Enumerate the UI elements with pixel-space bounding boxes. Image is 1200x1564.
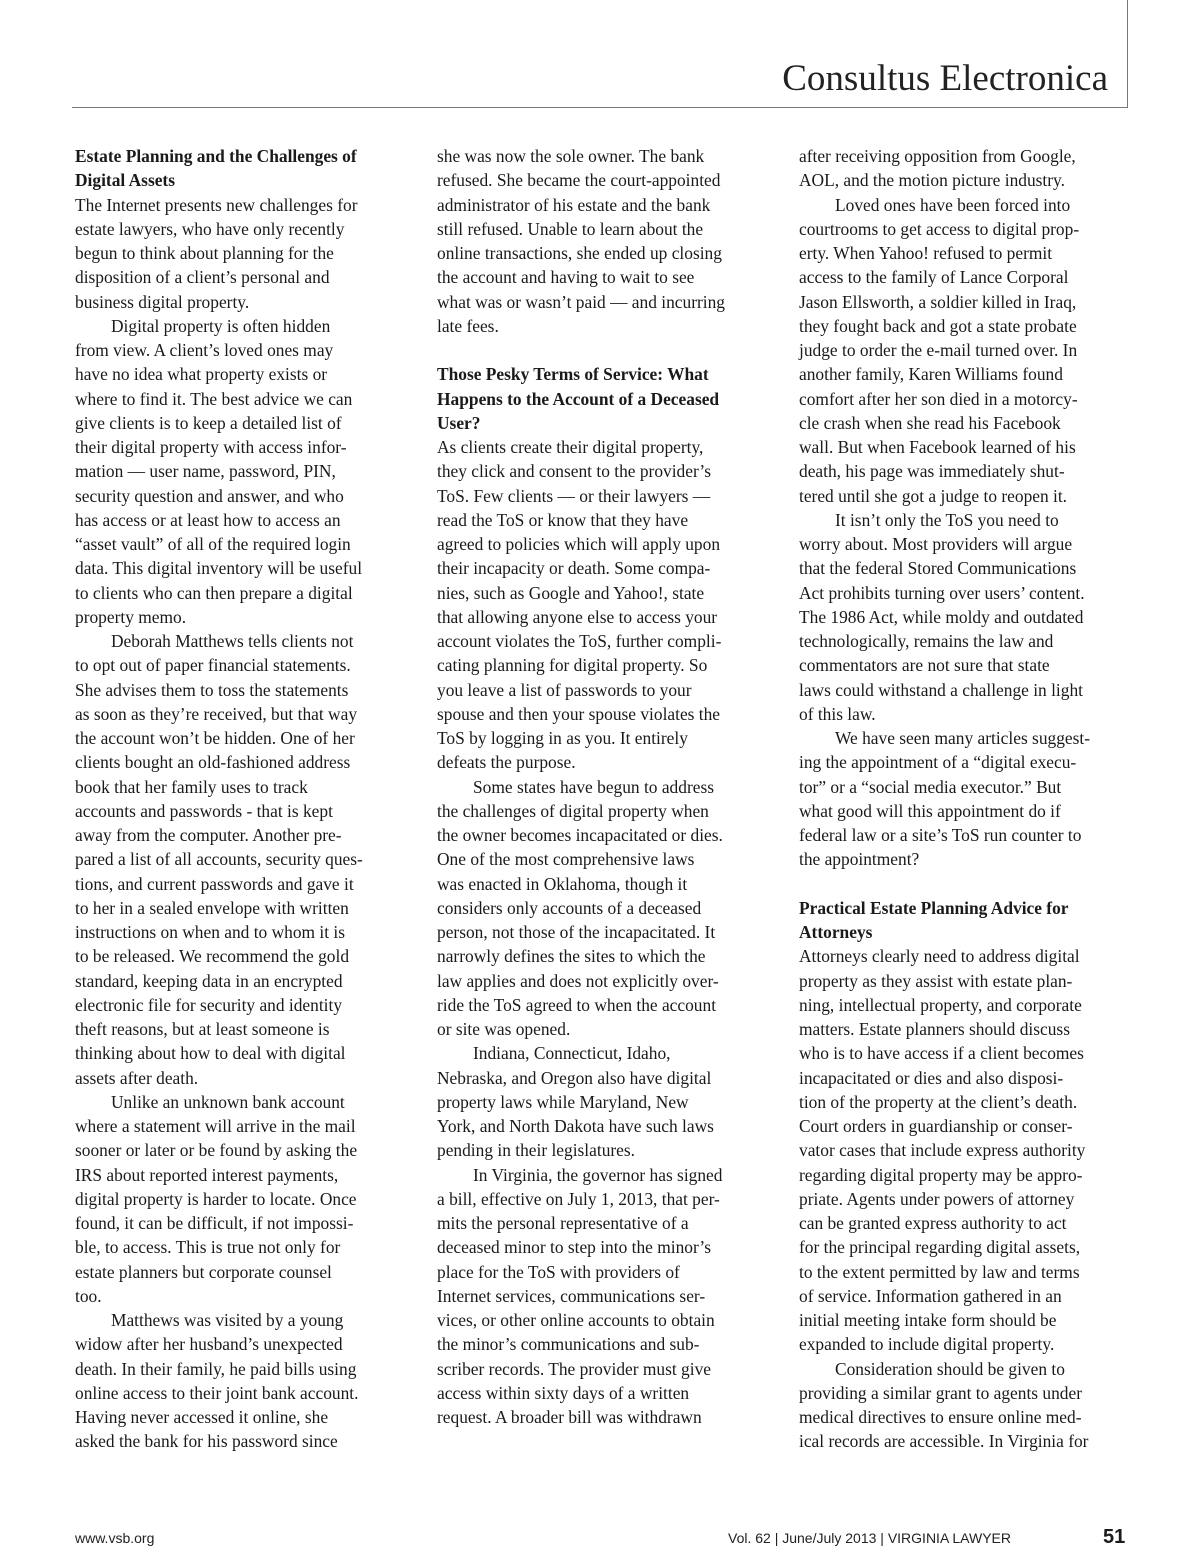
paragraph — [75, 314, 409, 629]
text-line: Some states have begun to address — [473, 776, 714, 797]
text-line: mation — user name, password, PIN, — [75, 461, 336, 482]
text-line: Attorneys clearly need to address digital — [799, 946, 1080, 967]
text-line: sooner or later or be found by asking the — [75, 1140, 358, 1161]
text-line: Loved ones have been forced into — [835, 194, 1071, 215]
text-line: late fees. — [437, 315, 499, 336]
text-line: still refused. Unable to learn about the — [437, 218, 704, 239]
text-line: tion of the property at the client’s death. — [799, 1091, 1078, 1112]
text-line: cle crash when she read his Facebook — [799, 412, 1061, 433]
header-vertical-rule — [1127, 0, 1128, 108]
text-line: asked the bank for his password since — [75, 1431, 338, 1452]
footer-issue-info: Vol. 62 | June/July 2013 | VIRGINIA LAWYER — [728, 1530, 1012, 1546]
text-line: One of the most comprehensive laws — [437, 849, 695, 870]
text-line: they click and consent to the provider’s — [437, 461, 711, 482]
text-line: wall. But when Facebook learned of his — [799, 437, 1076, 457]
text-line: business digital property. — [75, 291, 250, 312]
text-line: erty. When Yahoo! refused to permit — [799, 243, 1053, 263]
text-line: account violates the ToS, further compli- — [437, 631, 722, 651]
text-line: Nebraska, and Oregon also have digital — [437, 1067, 712, 1088]
paragraph — [437, 1163, 771, 1430]
text-line: ical records are accessible. In Virginia for — [799, 1431, 1089, 1452]
text-line: pared a list of all accounts, security ques- — [75, 849, 363, 870]
text-line: initial meeting intake form should be — [799, 1310, 1057, 1330]
text-line: courtrooms to get access to digital prop- — [799, 218, 1080, 239]
text-line: standard, keeping data in an encrypted — [75, 970, 343, 991]
paragraph — [799, 193, 1133, 508]
text-line: Having never accessed it online, she — [75, 1407, 329, 1427]
text-line: IRS about reported interest payments, — [75, 1164, 339, 1185]
text-line: regarding digital property may be appro- — [799, 1164, 1083, 1185]
text-line: Internet services, communications ser- — [437, 1285, 706, 1306]
paragraph — [437, 435, 771, 775]
section-title: Consultus Electronica — [782, 58, 1108, 99]
text-line: agreed to policies which will apply upon — [437, 534, 721, 554]
paragraph — [75, 629, 409, 1090]
text-line: Indiana, Connecticut, Idaho, — [473, 1043, 671, 1064]
heading-line: User? — [437, 412, 481, 433]
text-line: She advises them to toss the statements — [75, 679, 349, 700]
paragraph — [799, 144, 1133, 193]
text-line: place for the ToS with providers of — [437, 1261, 680, 1282]
text-line: begun to think about planning for the — [75, 243, 334, 263]
heading-line: Attorneys — [799, 922, 873, 942]
text-line: The 1986 Act, while moldy and outdated — [799, 606, 1084, 627]
section-heading — [799, 896, 1133, 945]
text-line: law applies and does not explicitly over- — [437, 970, 719, 991]
text-line: York, and North Dakota have such laws — [437, 1116, 714, 1136]
text-line: too. — [75, 1285, 102, 1306]
text-line: she was now the sole owner. The bank — [437, 146, 705, 166]
footer-website[interactable]: www.vsb.org — [75, 1530, 155, 1546]
text-line: It isn’t only the ToS you need to — [835, 509, 1059, 530]
text-line: of service. Information gathered in an — [799, 1285, 1062, 1306]
text-line: estate lawyers, who have only recently — [75, 218, 345, 239]
text-line: scriber records. The provider must give — [437, 1358, 711, 1379]
text-line: property memo. — [75, 606, 187, 627]
paragraph — [437, 144, 771, 338]
text-line: widow after her husband’s unexpected — [75, 1334, 343, 1355]
text-line: defeats the purpose. — [437, 752, 576, 773]
text-line: Unlike an unknown bank account — [111, 1091, 345, 1112]
text-line: death, his page was immediately shut- — [799, 461, 1065, 482]
text-line: Consideration should be given to — [835, 1358, 1065, 1379]
text-line: “asset vault” of all of the required login — [75, 534, 351, 554]
text-line: ToS. Few clients — or their lawyers — — [437, 485, 711, 506]
text-line: you leave a list of passwords to your — [437, 679, 692, 700]
text-line: to the extent permitted by law and terms — [799, 1261, 1080, 1282]
text-line: Act prohibits turning over users’ content. — [799, 582, 1085, 603]
text-line: federal law or a site’s ToS run counter to — [799, 825, 1082, 845]
text-line: read the ToS or know that they have — [437, 509, 689, 530]
text-line: where to find it. The best advice we can — [75, 388, 353, 409]
text-line: tions, and current passwords and gave it — [75, 873, 354, 894]
text-line: electronic file for security and identity — [75, 994, 343, 1015]
paragraph — [799, 508, 1133, 726]
text-line: book that her family uses to track — [75, 776, 308, 797]
section-heading — [75, 144, 409, 193]
paragraph — [437, 775, 771, 1042]
text-line: worry about. Most providers will argue — [799, 534, 1073, 554]
text-line: spouse and then your spouse violates the — [437, 703, 721, 724]
paragraph — [799, 944, 1133, 1356]
text-line: found, it can be difficult, if not impossi- — [75, 1213, 354, 1233]
text-line: where a statement will arrive in the mail — [75, 1116, 356, 1136]
text-line: vices, or other online accounts to obtain — [437, 1310, 715, 1330]
text-line: as soon as they’re received, but that way — [75, 703, 358, 724]
text-line: person, not those of the incapacitated. It — [437, 922, 716, 942]
heading-line: Those Pesky Terms of Service: What — [437, 364, 709, 385]
text-line: As clients create their digital property, — [437, 437, 704, 457]
text-line: their digital property with access infor- — [75, 437, 347, 457]
text-line: vator cases that include express authority — [799, 1140, 1086, 1161]
text-line: they fought back and got a state probate — [799, 315, 1077, 336]
text-line: ning, intellectual property, and corporate — [799, 994, 1082, 1015]
text-line: the challenges of digital property when — [437, 800, 709, 821]
text-line: tor” or a “social media executor.” But — [799, 776, 1062, 797]
text-line: to clients who can then prepare a digital — [75, 582, 353, 603]
column-2 — [437, 144, 771, 1429]
text-line: In Virginia, the governor has signed — [473, 1164, 723, 1185]
text-line: the account and having to wait to see — [437, 267, 695, 288]
text-line: mits the personal representative of a — [437, 1213, 689, 1233]
text-line: security question and answer, and who — [75, 485, 344, 506]
text-line: death. In their family, he paid bills using — [75, 1358, 357, 1379]
text-line: online transactions, she ended up closing — [437, 243, 722, 263]
text-line: a bill, effective on July 1, 2013, that per- — [437, 1188, 720, 1209]
text-line: cating planning for digital property. So — [437, 655, 708, 676]
text-line: Digital property is often hidden — [111, 315, 331, 336]
heading-line: Digital Assets — [75, 170, 175, 191]
text-line: commentators are not sure that state — [799, 655, 1050, 676]
text-line: what good will this appointment do if — [799, 800, 1061, 821]
text-line: The Internet presents new challenges for — [75, 194, 358, 215]
section-heading — [437, 362, 771, 435]
text-line: the account won’t be hidden. One of her — [75, 728, 355, 748]
text-line: tered until she got a judge to reopen it. — [799, 485, 1068, 506]
text-line: who is to have access if a client becomes — [799, 1043, 1084, 1064]
text-line: access within sixty days of a written — [437, 1382, 690, 1403]
paragraph — [437, 1041, 771, 1162]
text-line: from view. A client’s loved ones may — [75, 340, 334, 360]
text-line: judge to order the e-mail turned over. In — [799, 340, 1078, 360]
text-line: give clients is to keep a detailed list of — [75, 412, 342, 433]
text-line: the owner becomes incapacitated or dies. — [437, 825, 723, 845]
text-line: Deborah Matthews tells clients not — [111, 631, 354, 651]
text-line: ToS by logging in as you. It entirely — [437, 728, 688, 748]
page-number: 51 — [1103, 1526, 1126, 1548]
text-line: medical directives to ensure online med- — [799, 1407, 1082, 1427]
text-line: disposition of a client’s personal and — [75, 267, 330, 288]
text-line: refused. She became the court-appointed — [437, 170, 721, 191]
text-line: has access or at least how to access an — [75, 509, 341, 530]
text-line: have no idea what property exists or — [75, 364, 328, 385]
text-line: to opt out of paper financial statements. — [75, 655, 351, 676]
text-line: data. This digital inventory will be useful — [75, 558, 363, 579]
text-line: technologically, remains the law and — [799, 631, 1054, 651]
text-line: comfort after her son died in a motorcy- — [799, 388, 1078, 409]
text-line: can be granted express authority to act — [799, 1213, 1067, 1233]
text-line: for the principal regarding digital assets, — [799, 1237, 1081, 1258]
text-line: assets after death. — [75, 1067, 199, 1088]
text-line: the minor’s communications and sub- — [437, 1334, 700, 1355]
heading-line: Estate Planning and the Challenges of — [75, 146, 357, 166]
column-1 — [75, 144, 409, 1454]
spacer — [437, 338, 771, 362]
text-line: providing a similar grant to agents under — [799, 1382, 1083, 1403]
text-line: to her in a sealed envelope with written — [75, 897, 349, 918]
text-line: ride the ToS agreed to when the account — [437, 994, 717, 1015]
text-line: online access to their joint bank account. — [75, 1382, 359, 1403]
text-line: We have seen many articles suggest- — [835, 728, 1091, 748]
paragraph — [75, 1090, 409, 1308]
text-line: the appointment? — [799, 849, 920, 870]
text-line: Court orders in guardianship or conser- — [799, 1116, 1073, 1136]
text-line: deceased minor to step into the minor’s — [437, 1237, 712, 1258]
text-line: Jason Ellsworth, a soldier killed in Iraq, — [799, 291, 1077, 312]
paragraph — [75, 193, 409, 314]
text-line: away from the computer. Another pre- — [75, 825, 342, 845]
text-line: considers only accounts of a deceased — [437, 897, 702, 918]
paragraph — [799, 726, 1133, 872]
text-line: of this law. — [799, 703, 876, 724]
text-line: narrowly defines the sites to which the — [437, 946, 706, 967]
text-line: that allowing anyone else to access your — [437, 606, 718, 627]
text-line: property laws while Maryland, New — [437, 1091, 689, 1112]
text-line: ble, to access. This is true not only for — [75, 1237, 341, 1258]
text-line: another family, Karen Williams found — [799, 364, 1063, 385]
text-line: administrator of his estate and the bank — [437, 194, 711, 215]
text-line: or site was opened. — [437, 1019, 571, 1039]
text-line: that the federal Stored Communications — [799, 558, 1077, 579]
text-line: to be released. We recommend the gold — [75, 946, 350, 967]
text-line: property as they assist with estate plan- — [799, 970, 1073, 991]
paragraph — [799, 1357, 1133, 1454]
text-line: laws could withstand a challenge in light — [799, 679, 1083, 700]
text-line: pending in their legislatures. — [437, 1140, 636, 1161]
text-line: their incapacity or death. Some compa- — [437, 558, 711, 579]
text-line: AOL, and the motion picture industry. — [799, 170, 1065, 191]
text-line: priate. Agents under powers of attorney — [799, 1188, 1075, 1209]
text-line: accounts and passwords - that is kept — [75, 800, 333, 821]
text-line: theft reasons, but at least someone is — [75, 1019, 330, 1039]
text-line: incapacitated or dies and also disposi- — [799, 1067, 1064, 1088]
text-line: what was or wasn’t paid — and incurring — [437, 291, 726, 312]
text-line: thinking about how to deal with digital — [75, 1043, 346, 1064]
text-line: digital property is harder to locate. Once — [75, 1188, 357, 1209]
heading-line: Happens to the Account of a Deceased — [437, 388, 720, 409]
text-line: after receiving opposition from Google, — [799, 146, 1076, 166]
text-line: nies, such as Google and Yahoo!, state — [437, 582, 705, 603]
text-line: clients bought an old-fashioned address — [75, 752, 351, 773]
column-3 — [799, 144, 1133, 1454]
text-line: estate planners but corporate counsel — [75, 1261, 332, 1282]
spacer — [799, 872, 1133, 896]
text-line: matters. Estate planners should discuss — [799, 1019, 1070, 1039]
text-line: ing the appointment of a “digital execu- — [799, 752, 1077, 773]
text-line: instructions on when and to whom it is — [75, 922, 346, 942]
text-line: was enacted in Oklahoma, though it — [437, 873, 688, 894]
heading-line: Practical Estate Planning Advice for — [799, 897, 1069, 918]
text-line: expanded to include digital property. — [799, 1334, 1055, 1355]
text-line: access to the family of Lance Corporal — [799, 267, 1069, 288]
header-rule — [72, 107, 1128, 108]
paragraph — [75, 1308, 409, 1454]
text-line: request. A broader bill was withdrawn — [437, 1407, 702, 1427]
text-line: Matthews was visited by a young — [111, 1310, 344, 1330]
